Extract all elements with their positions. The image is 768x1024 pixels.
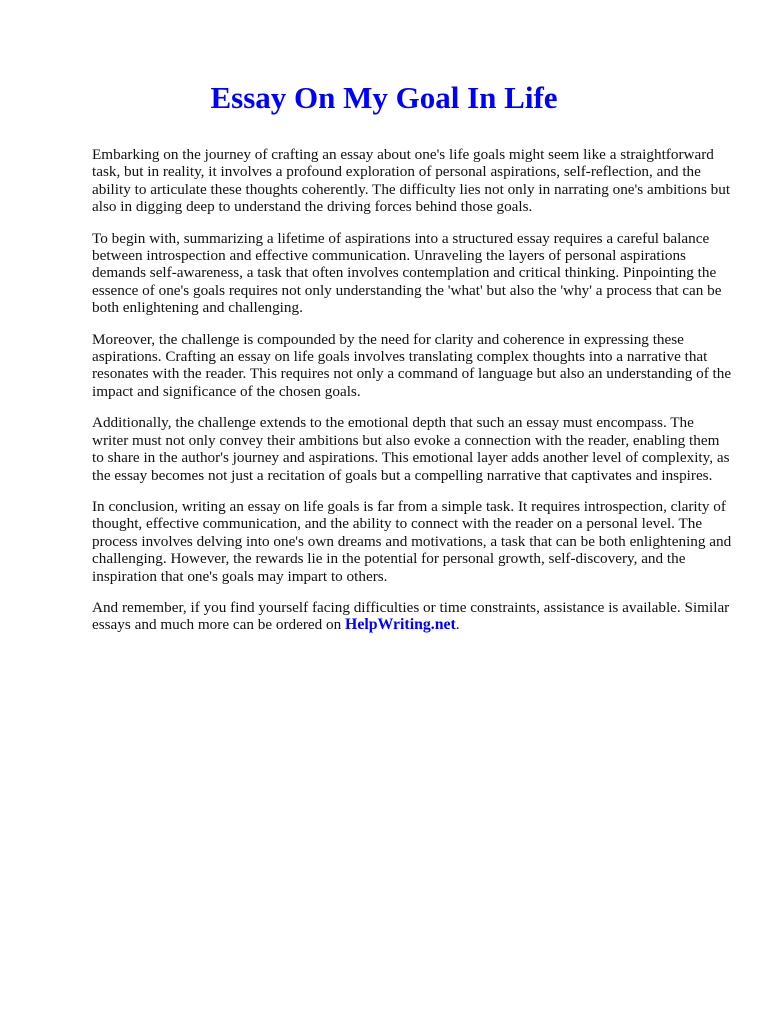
paragraph-1: Embarking on the journey of crafting an essay about one's life goals might seem like a straightforward task, but in reality, it involves a profound exploration of personal aspirations, self-reflection, and the ability to articulate these thoughts coherently. The difficulty lies not only in narrating one's ambitions but also in digging deep to understand the driving forces behind those goals. xyxy=(92,146,731,216)
document-title: Essay On My Goal In Life xyxy=(210,80,558,115)
paragraph-5: In conclusion, writing an essay on life goals is far from a simple task. It requires introspection, clarity of thought, effective communication, and the ability to connect with the reader on a personal level. The process involves delving into one's own dreams and motivations, a task that can be both enlightening and challenging. However, the rewards lie in the potential for personal growth, self-discovery, and the inspiration that one's goals may impart to others. xyxy=(92,497,732,585)
closing-paragraph xyxy=(92,599,732,634)
document-body xyxy=(92,146,732,648)
closing-text: And remember, if you find yourself facing difficulties or time constraints, assistance is available. Similar essays and much more can be ordered on xyxy=(92,598,730,634)
paragraph-2: To begin with, summarizing a lifetime of aspirations into a structured essay requires a careful balance between introspection and effective communication. Unraveling the layers of personal aspirations demands self-awareness, a task that often involves contemplation and critical thinking. Pinpointing the essence of one's goals requires not only understanding the 'what' but also the 'why' a process that can be both enlightening and challenging. xyxy=(92,229,722,317)
helpwriting-link[interactable]: HelpWriting.net xyxy=(345,616,456,634)
closing-period: . xyxy=(455,616,460,634)
paragraph-3: Moreover, the challenge is compounded by the need for clarity and coherence in expressing these aspirations. Crafting an essay on life goals involves translating complex thoughts into a narrative that resonates with the reader. This requires not only a command of language but also an understanding of the impact and significance of the chosen goals. xyxy=(92,330,732,400)
paragraph-4: Additionally, the challenge extends to the emotional depth that such an essay must encompass. The writer must not only convey their ambitions but also evoke a connection with the reader, enabling them to share in the author's journey and aspirations. This emotional layer adds another level of complexity, as the essay becomes not just a recitation of goals but a compelling narrative that captivates and inspires. xyxy=(92,414,730,484)
